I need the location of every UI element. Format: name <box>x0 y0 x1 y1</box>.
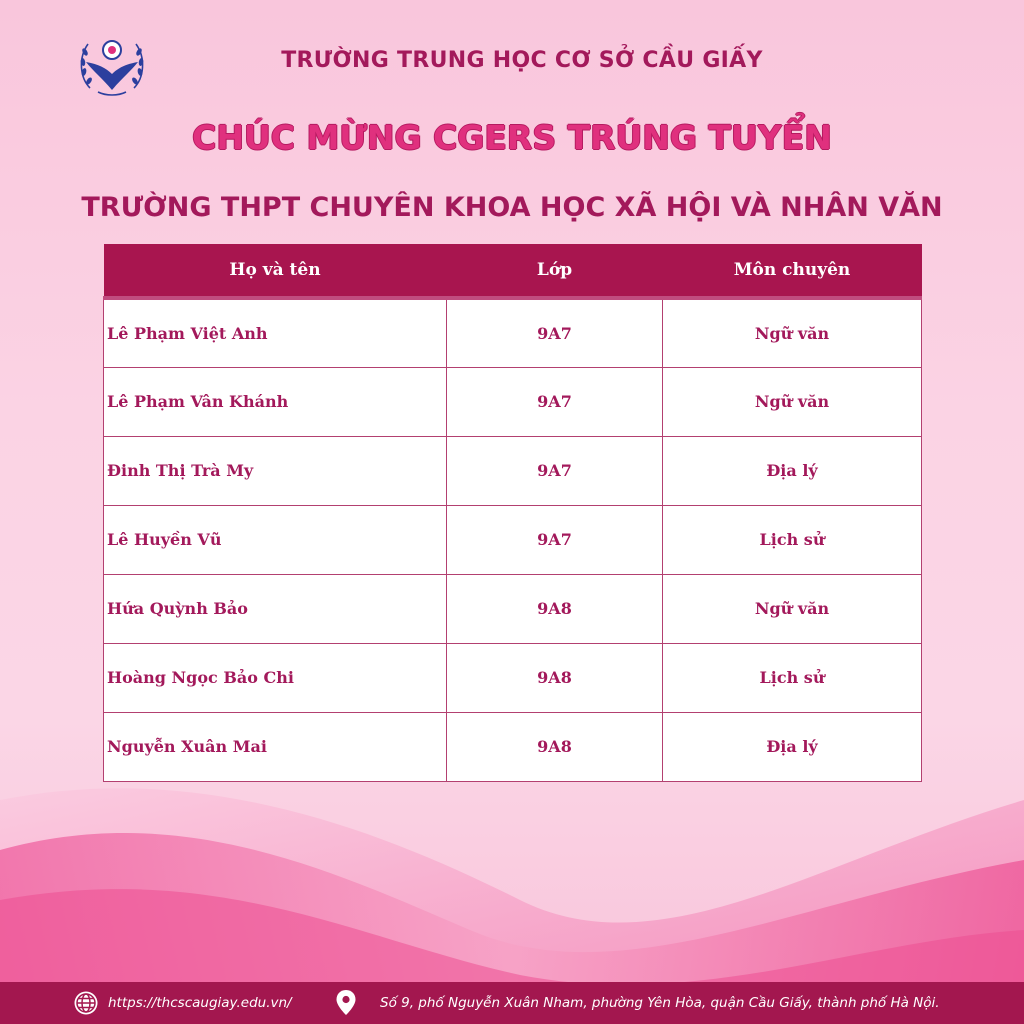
student-name: Lê Huyền Vũ <box>104 505 447 574</box>
table-row <box>104 298 922 367</box>
table-row <box>104 367 922 436</box>
column-header-subject: Môn chuyên <box>663 244 922 298</box>
student-name: Lê Phạm Việt Anh <box>104 298 447 367</box>
student-subject: Địa lý <box>663 712 922 781</box>
student-subject: Ngữ văn <box>663 367 922 436</box>
student-class: 9A8 <box>447 643 663 712</box>
student-class: 9A7 <box>447 298 663 367</box>
table-header-row <box>104 244 922 298</box>
school-name: TRƯỜNG TRUNG HỌC CƠ SỞ CẦU GIẤY <box>281 48 763 73</box>
student-class: 9A8 <box>447 712 663 781</box>
student-class: 9A7 <box>447 367 663 436</box>
table-row <box>104 436 922 505</box>
school-address: Số 9, phố Nguyễn Xuân Nham, phường Yên Hòa, quận Cầu Giấy, thành phố Hà Nội. <box>380 995 940 1011</box>
table-row <box>104 643 922 712</box>
student-name: Đinh Thị Trà My <box>104 436 447 505</box>
student-class: 9A8 <box>447 574 663 643</box>
student-class: 9A7 <box>447 505 663 574</box>
location-pin-icon <box>335 989 357 1017</box>
student-subject: Ngữ văn <box>663 574 922 643</box>
footer-bar <box>0 982 1024 1024</box>
student-name: Lê Phạm Vân Khánh <box>104 367 447 436</box>
table-row <box>104 712 922 781</box>
globe-icon <box>73 990 99 1016</box>
student-name: Hoàng Ngọc Bảo Chi <box>104 643 447 712</box>
admission-results-table <box>103 244 922 782</box>
column-header-class: Lớp <box>447 244 663 298</box>
student-subject: Lịch sử <box>663 505 922 574</box>
student-class: 9A7 <box>447 436 663 505</box>
student-subject: Ngữ văn <box>663 298 922 367</box>
student-subject: Địa lý <box>663 436 922 505</box>
table-row <box>104 505 922 574</box>
website-link[interactable]: https://thcscaugiay.edu.vn/ <box>108 995 292 1011</box>
congratulations-headline: CHÚC MỪNG CGERS TRÚNG TUYỂN <box>192 118 832 157</box>
column-header-name: Họ và tên <box>104 244 447 298</box>
student-subject: Lịch sử <box>663 643 922 712</box>
student-name: Hứa Quỳnh Bảo <box>104 574 447 643</box>
target-school-title: TRƯỜNG THPT CHUYÊN KHOA HỌC XÃ HỘI VÀ NHÂN VĂN <box>81 192 943 223</box>
table-row <box>104 574 922 643</box>
student-name: Nguyễn Xuân Mai <box>104 712 447 781</box>
